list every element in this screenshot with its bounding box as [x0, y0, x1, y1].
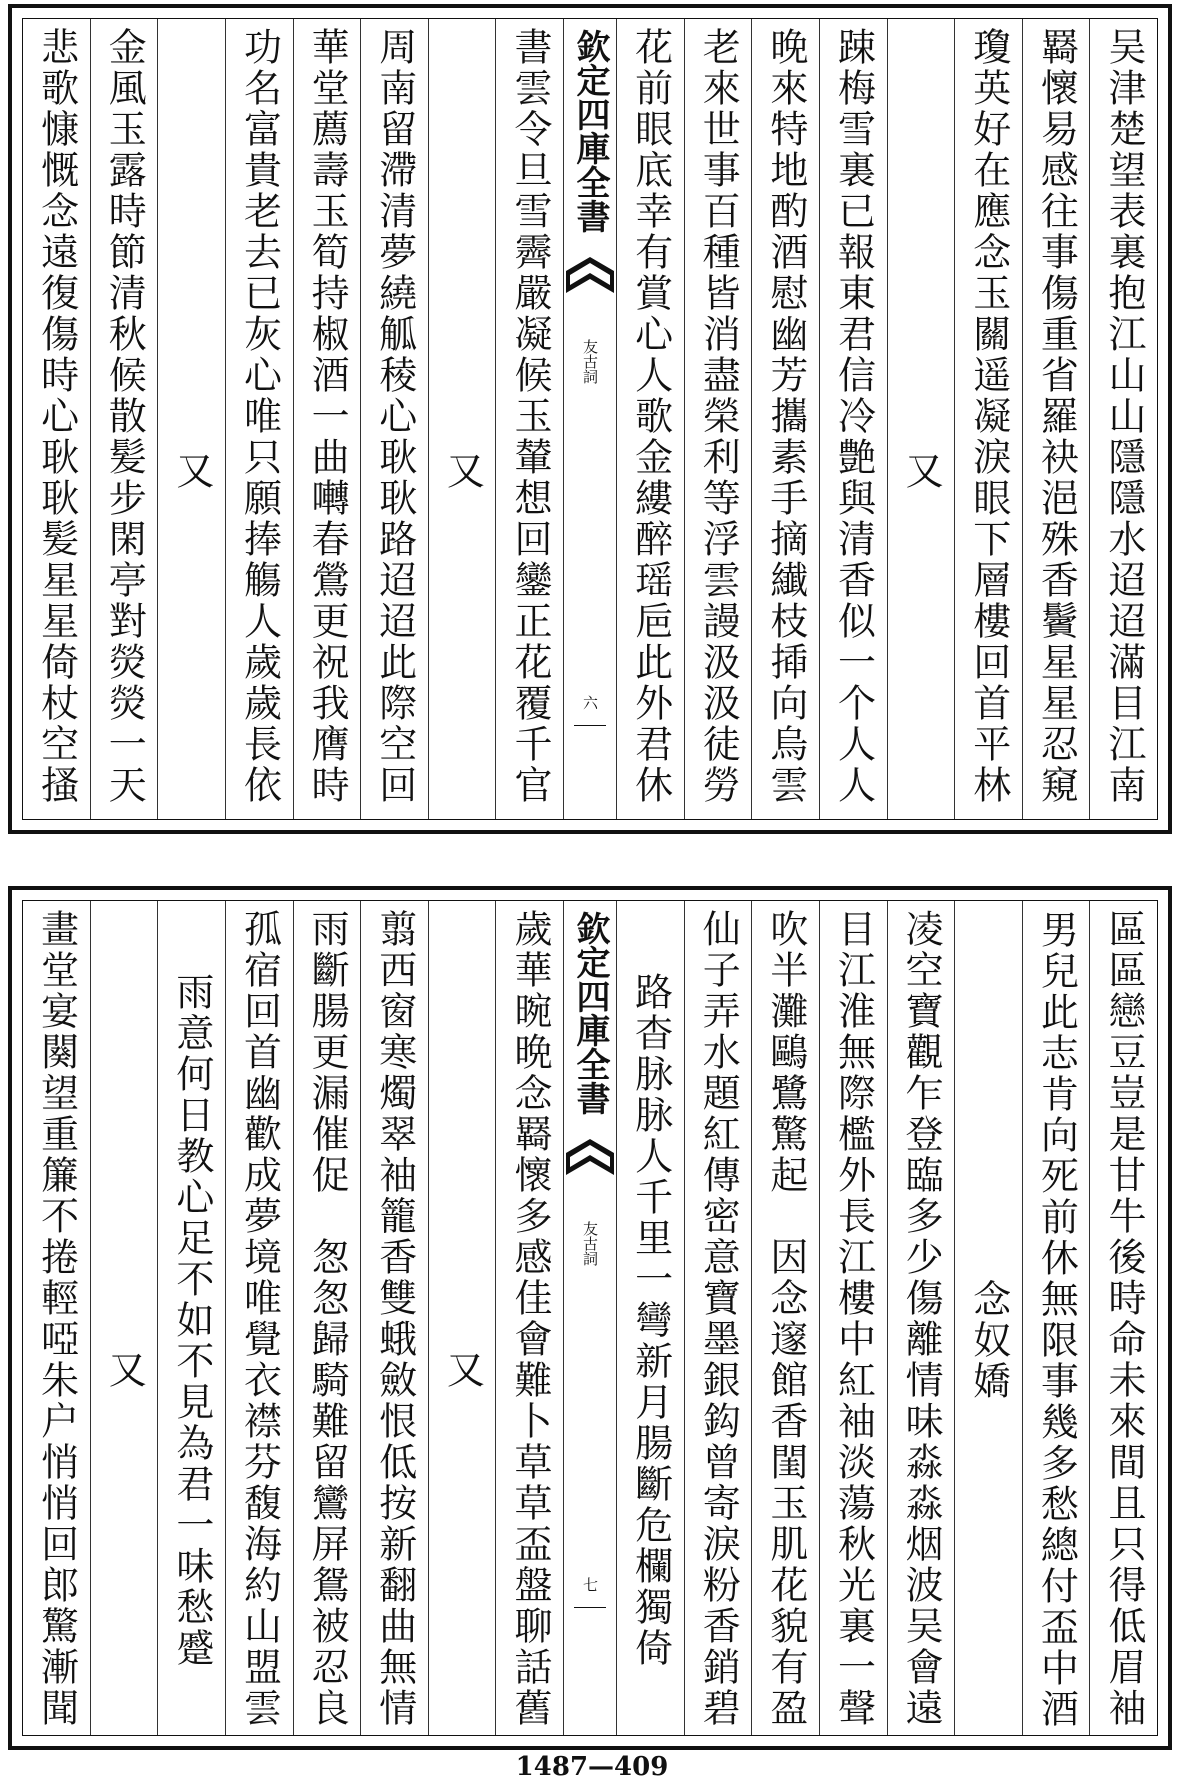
heading-column: [428, 901, 496, 1735]
column-text: 踈梅雪裏已報東君信冷艶與清香似一个人人: [831, 27, 876, 806]
text-column: [1022, 901, 1090, 1735]
text-column: [616, 19, 684, 819]
text-column: [90, 19, 158, 819]
text-column: [1089, 19, 1157, 819]
catalog-number: 1487—409: [515, 1752, 669, 1782]
column-text: 翦西窗寒燭翠袖籠香雙蛾斂恨低按新翻曲無情: [372, 909, 417, 1729]
book-title: 欽定四庫全書: [570, 911, 610, 1115]
column-text: 凌空寶觀乍登臨多少傷離情味淼淼烟波吴會遠: [899, 909, 944, 1729]
heading-text: 又: [169, 450, 214, 492]
text-column: [819, 901, 887, 1735]
text-column: [225, 901, 293, 1735]
gutter-rule: [574, 725, 606, 726]
sub-title: 友古詞: [581, 339, 599, 384]
text-column: [293, 19, 361, 819]
heading-column: [157, 19, 225, 819]
text-column: [616, 901, 684, 1735]
text-column: [684, 901, 752, 1735]
column-text: 目江淮無際檻外長江樓中紅袖淡蕩秋光裏一聲: [831, 909, 876, 1729]
book-title: 欽定四庫全書: [570, 29, 610, 233]
column-text: 羇懷易感往事傷重省羅袂浥殊香鬢星星忍窺: [1034, 27, 1079, 806]
heading-column: [954, 901, 1022, 1735]
text-column: [887, 901, 955, 1735]
gutter-column: [563, 19, 616, 819]
heading-text: 念奴嬌: [966, 1278, 1011, 1402]
column-text: 仙子弄水題紅傳密意寶墨銀鈎曾寄淚粉香銷碧: [696, 909, 741, 1729]
top-page-columns: [23, 19, 1157, 819]
column-text: 吴津楚望表裏抱江山山隱隱水迢迢滿目江南: [1102, 27, 1146, 806]
text-column: [23, 19, 90, 819]
top-page: [8, 4, 1172, 834]
text-column: [157, 901, 225, 1735]
column-text: 瓊英好在應念玉關遥凝淚眼下層樓回首平林: [966, 27, 1011, 806]
top-page-frame: [22, 18, 1158, 820]
column-text: 周南留滯清夢繞觚稜心耿耿路迢迢此際空回: [372, 27, 417, 806]
text-column: [495, 19, 563, 819]
bottom-page-frame: [22, 900, 1158, 1736]
gutter-column: [563, 901, 616, 1735]
text-column: [225, 19, 293, 819]
text-column: [684, 19, 752, 819]
text-column: [751, 19, 819, 819]
heading-text: 又: [440, 450, 485, 492]
column-text: 路杳脉脉人千里一彎新月腸斷危欄獨倚: [628, 971, 673, 1669]
text-column: [819, 19, 887, 819]
column-text: 花前眼底幸有賞心人歌金縷醉瑶巵此外君休: [628, 27, 673, 806]
text-column: [1022, 19, 1090, 819]
fish-tail-mark: [566, 1139, 614, 1175]
column-text: 孤宿回首幽歡成夢境唯覺衣襟芬馥海約山盟雲: [237, 909, 282, 1729]
heading-column: [428, 19, 496, 819]
column-text: 吹半灘鷗鷺驚起 因念邃館香閨玉肌花貌有盈: [763, 909, 808, 1729]
column-text: 金風玉露時節清秋候散髪步閑亭對熒熒一天: [102, 27, 147, 806]
column-text: 華堂薦壽玉筍持椒酒一曲囀春鶯更祝我膺時: [305, 27, 350, 806]
heading-text: 又: [899, 450, 944, 492]
bottom-page-columns: [23, 901, 1157, 1735]
gutter-rule: [574, 1607, 606, 1608]
text-column: [954, 19, 1022, 819]
text-column: [1089, 901, 1157, 1735]
heading-text: 又: [440, 1349, 485, 1391]
column-text: 歲華晼晩念羇懷多感佳會難卜草草盃盤聊話舊: [508, 909, 552, 1729]
fish-tail-mark: [566, 257, 614, 293]
bottom-page: [8, 886, 1172, 1750]
column-text: 悲歌慷慨念遠復傷時心耿耿髪星星倚杖空搔: [34, 27, 79, 806]
column-text: 雨斷腸更漏催促 怱怱歸騎難留鸞屏鴛被忍良: [305, 909, 350, 1729]
column-text: 畫堂宴闋望重簾不捲輕啞朱户悄悄回郎驚漸聞: [34, 909, 79, 1729]
text-column: [751, 901, 819, 1735]
column-text: 晚來特地酌酒慰幽芳攜素手摘纎枝揷向烏雲: [763, 27, 808, 806]
column-text: 書雲令旦雪霽嚴凝候玉輦想回鑾正花覆千官: [508, 27, 552, 806]
column-text: 雨意何日教心足不如不見為君一味愁蹙: [169, 971, 214, 1669]
text-column: [495, 901, 563, 1735]
column-text: 男兒此志肯向死前休無限事幾多愁總付盃中酒: [1034, 910, 1079, 1730]
heading-column: [887, 19, 955, 819]
text-column: [293, 901, 361, 1735]
page-number: 六: [581, 695, 599, 710]
text-column: [360, 901, 428, 1735]
page-number: 七: [581, 1577, 599, 1592]
heading-column: [90, 901, 158, 1735]
text-column: [23, 901, 90, 1735]
heading-text: 又: [102, 1349, 147, 1391]
column-text: 功名富貴老去已灰心唯只願捧觴人歲歲長依: [237, 27, 282, 806]
column-text: 老來世事百種皆消盡榮利等浮雲謾汲汲徒勞: [696, 27, 741, 806]
sub-title: 友古詞: [581, 1221, 599, 1266]
column-text: 區區戀豆豈是甘牛後時命未來間且只得低眉袖: [1102, 909, 1146, 1729]
text-column: [360, 19, 428, 819]
